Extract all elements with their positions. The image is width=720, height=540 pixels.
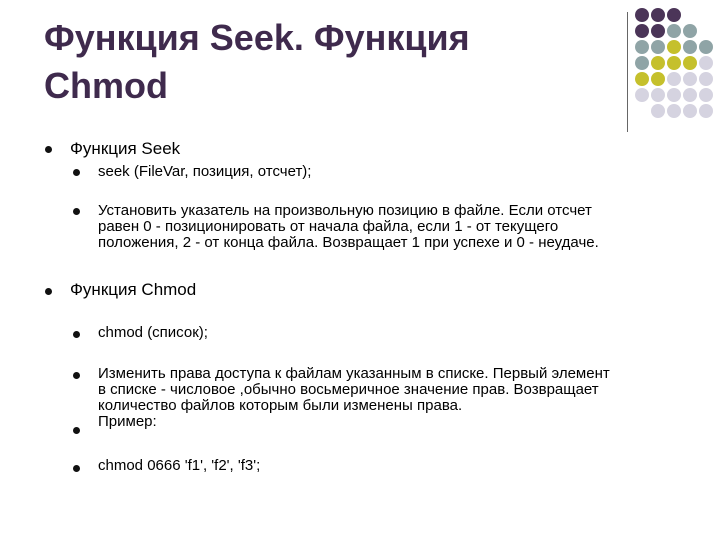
decorative-dot xyxy=(651,8,665,22)
decorative-dot xyxy=(683,24,697,38)
decorative-dot-grid xyxy=(635,8,715,128)
decorative-dot xyxy=(651,24,665,38)
item-bullet xyxy=(73,372,80,379)
item-line: chmod 0666 'f1', 'f2', 'f3'; xyxy=(98,457,261,474)
decorative-dot xyxy=(651,40,665,54)
item-line: положения, 2 - от конца файла. Возвращает 1 при успехе и 0 - неудаче. xyxy=(98,234,599,251)
decorative-dot xyxy=(651,104,665,118)
section-bullet xyxy=(45,146,52,153)
decorative-dot xyxy=(683,88,697,102)
item-line: в списке - числовое ,обычно восьмеричное значение прав. Возвращает xyxy=(98,381,599,398)
item-bullet xyxy=(73,427,80,434)
item-bullet xyxy=(73,465,80,472)
decorative-dot xyxy=(651,56,665,70)
decorative-dot xyxy=(683,40,697,54)
decorative-dot xyxy=(635,88,649,102)
decorative-dot xyxy=(667,40,681,54)
title-divider xyxy=(627,12,628,132)
slide-title xyxy=(44,14,604,110)
item-line: seek (FileVar, позиция, отсчет); xyxy=(98,163,312,180)
title-line-2: Chmod xyxy=(44,65,168,106)
decorative-dot xyxy=(683,104,697,118)
decorative-dot xyxy=(667,104,681,118)
decorative-dot xyxy=(667,24,681,38)
item-bullet xyxy=(73,331,80,338)
decorative-dot xyxy=(635,72,649,86)
decorative-dot xyxy=(667,88,681,102)
item-bullet xyxy=(73,169,80,176)
decorative-dot xyxy=(699,88,713,102)
decorative-dot xyxy=(635,40,649,54)
decorative-dot xyxy=(651,88,665,102)
item-line: Изменить права доступа к файлам указанным в списке. Первый элемент xyxy=(98,365,610,382)
decorative-dot xyxy=(635,56,649,70)
item-line: количество файлов которым были изменены права. xyxy=(98,397,463,414)
item-line: равен 0 - позиционировать от начала файла, если 1 - от текущего xyxy=(98,218,559,235)
item-bullet xyxy=(73,208,80,215)
decorative-dot xyxy=(635,8,649,22)
section-heading: Функция Seek xyxy=(70,139,181,158)
decorative-dot xyxy=(667,72,681,86)
decorative-dot xyxy=(651,72,665,86)
item-line: Установить указатель на произвольную позицию в файле. Если отсчет xyxy=(98,202,592,219)
decorative-dot xyxy=(699,56,713,70)
item-line: chmod (список); xyxy=(98,324,208,341)
decorative-dot xyxy=(667,56,681,70)
decorative-dot xyxy=(683,56,697,70)
decorative-dot xyxy=(683,72,697,86)
title-line-1: Функция Seek. Функция xyxy=(44,17,470,58)
decorative-dot xyxy=(699,104,713,118)
section-bullet xyxy=(45,288,52,295)
section-heading: Функция Chmod xyxy=(70,280,197,299)
item-line: Пример: xyxy=(98,413,157,430)
decorative-dot xyxy=(699,40,713,54)
decorative-dot xyxy=(699,72,713,86)
decorative-dot xyxy=(635,24,649,38)
decorative-dot xyxy=(667,8,681,22)
